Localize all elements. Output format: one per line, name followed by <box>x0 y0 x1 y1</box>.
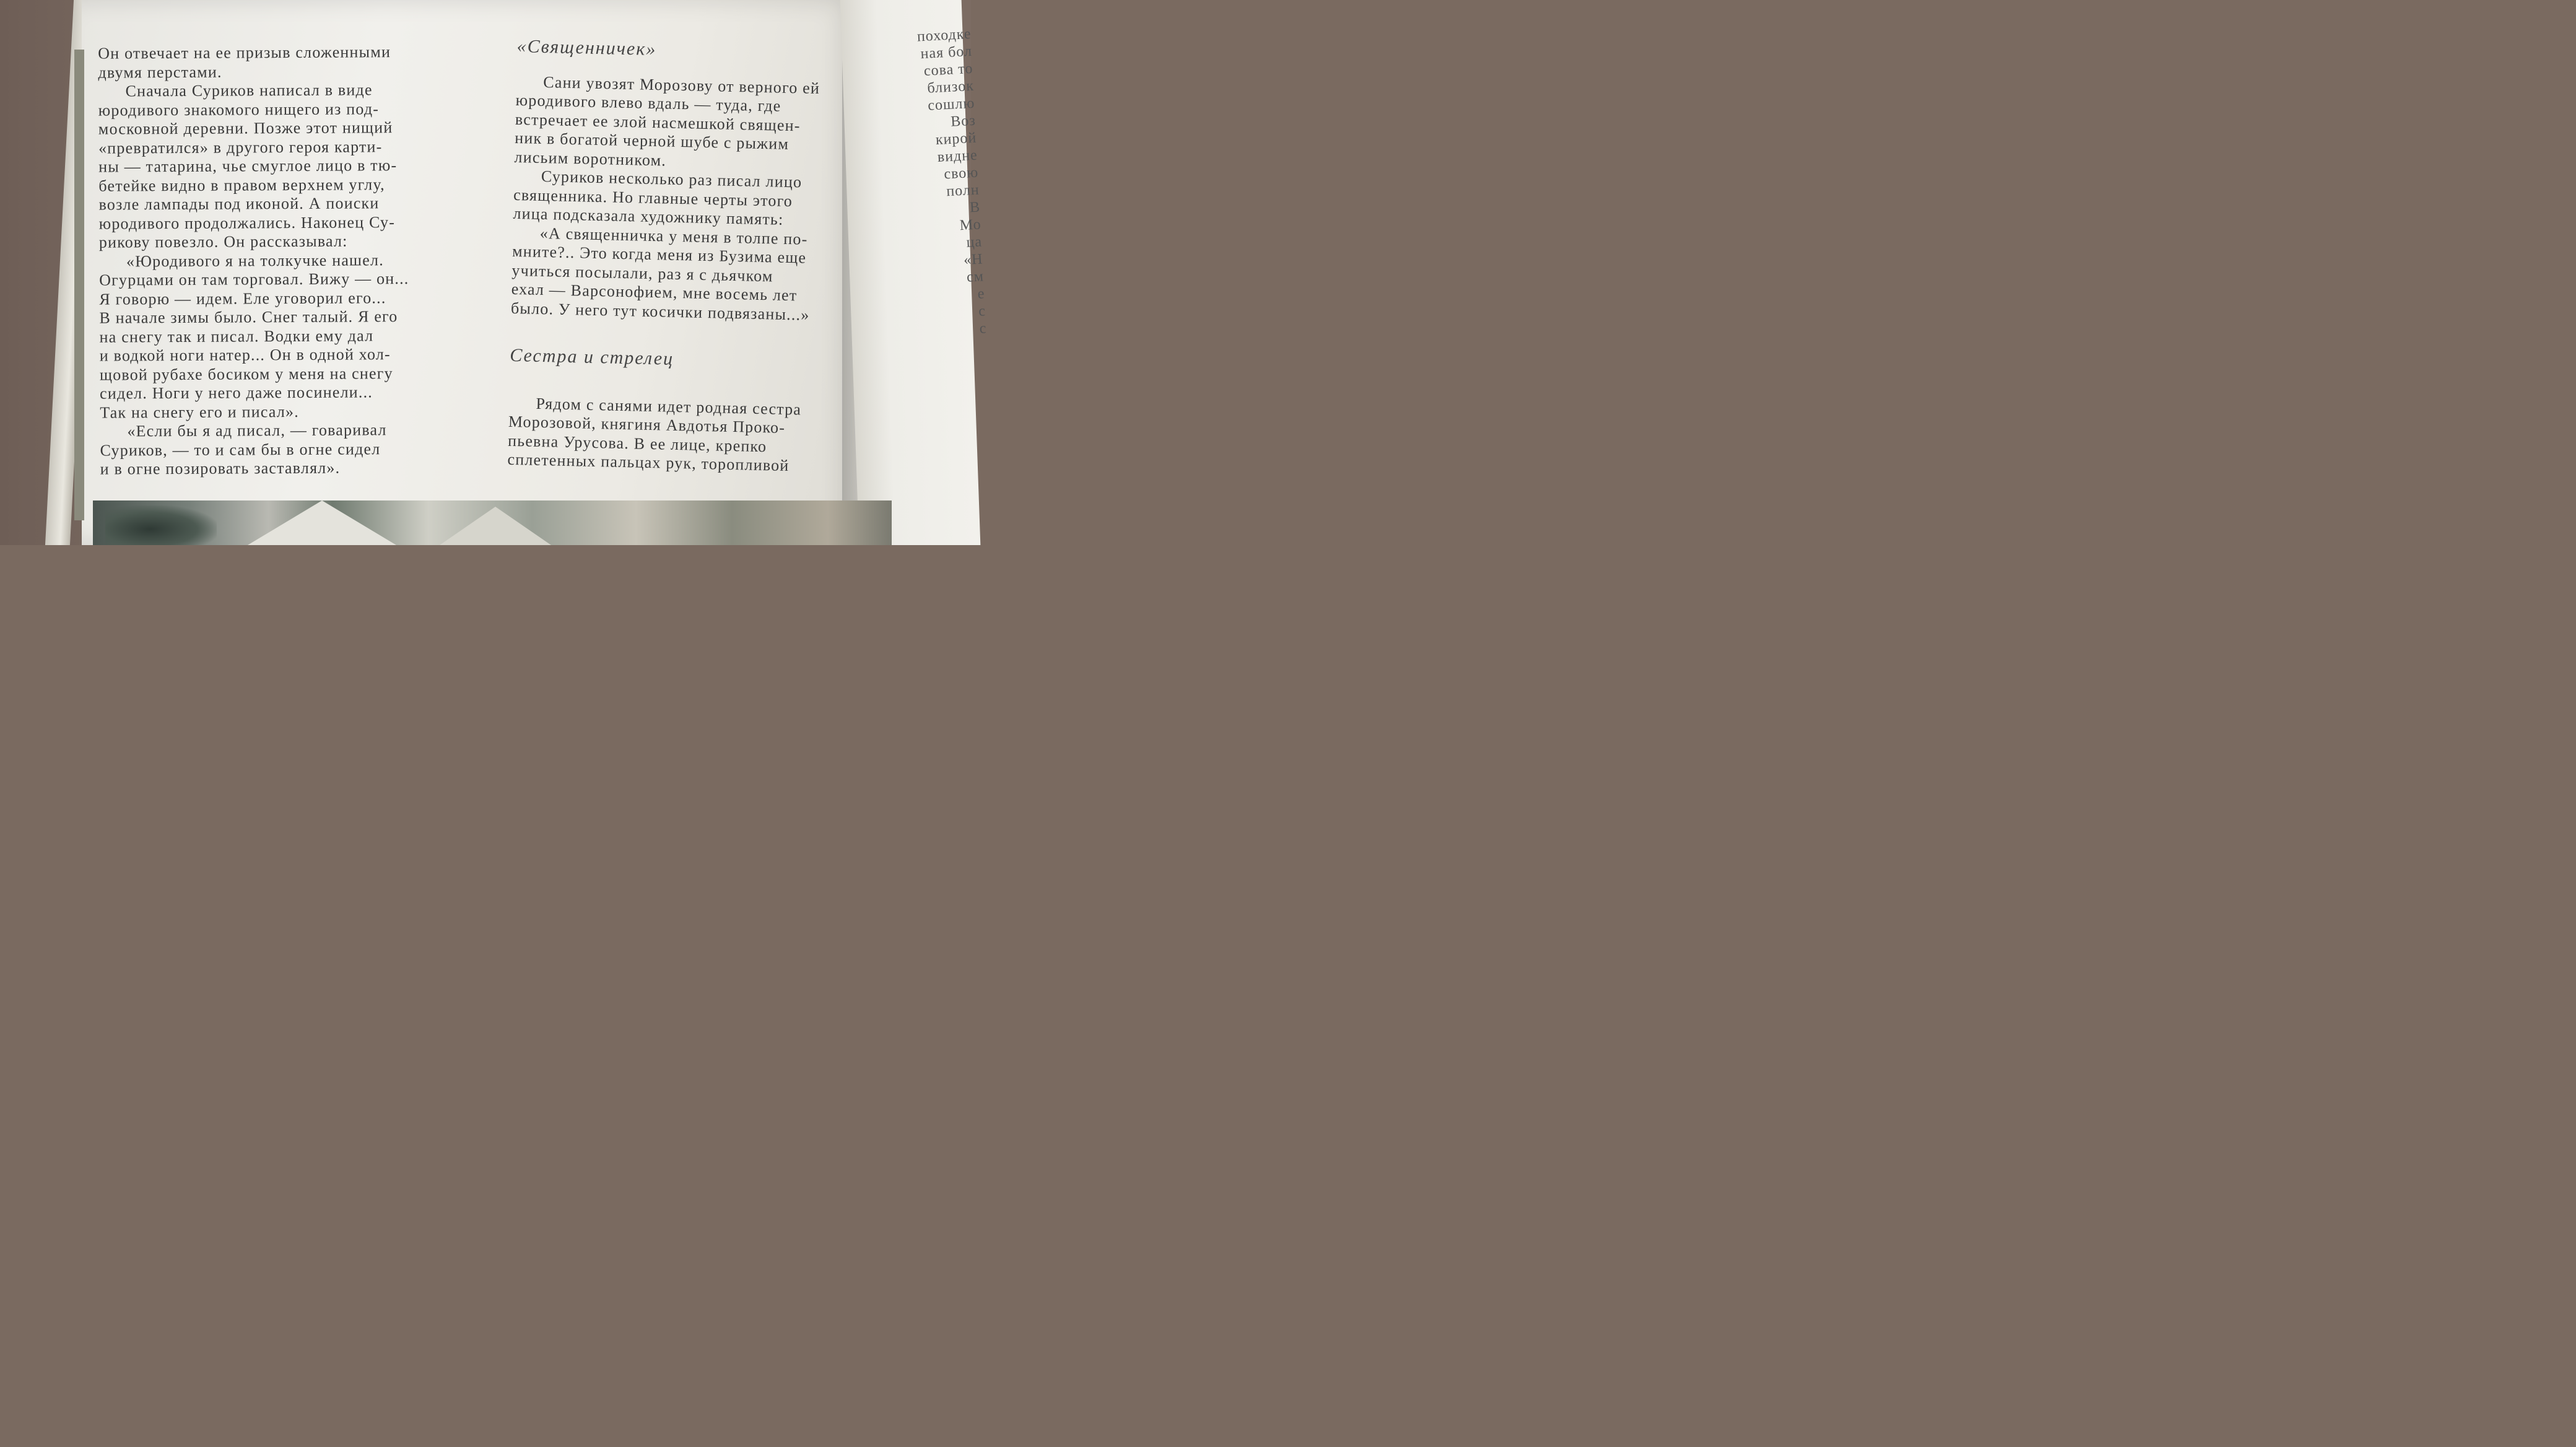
text-line: ны — татарина, чье смуглое лицо в тю- <box>98 156 398 176</box>
text-line: сплетенных пальцах рук, торопливой <box>507 450 790 475</box>
text-fragment: ца <box>965 234 983 251</box>
text-fragment: Мо <box>959 216 982 234</box>
text-line: лица подсказала художнику память: <box>513 204 784 229</box>
text-fragment: Воз <box>950 112 977 130</box>
text-fragment: полн <box>946 181 980 200</box>
text-fragment: с <box>979 320 988 337</box>
text-line: «А священничка у меня в толпе по- <box>539 224 808 248</box>
text-line: пьевна Урусова. В ее лице, крепко <box>507 431 767 455</box>
text-line: и в огне позировать заставлял». <box>100 458 341 478</box>
text-line: двумя перстами. <box>98 63 222 82</box>
painting-roof <box>248 501 396 545</box>
text-line: Суриков несколько раз писал лицо <box>541 167 803 191</box>
text-fragment: ная бол <box>920 43 973 63</box>
text-line: «Если бы я ад писал, — говаривал <box>127 421 387 440</box>
text-line: Сначала Суриков написал в виде <box>125 81 373 100</box>
text-line: Морозовой, княгиня Авдотья Проко- <box>508 412 786 437</box>
text-line: сидел. Ноги у него даже посинели... <box>100 383 373 403</box>
book-binding-strip <box>74 50 84 520</box>
text-line: Огурцами он там торговал. Вижу — он... <box>99 269 409 289</box>
text-fragment: свою <box>943 164 979 183</box>
text-line: юродивого продолжались. Наконец Су- <box>98 212 396 233</box>
text-fragment: походке <box>916 25 972 45</box>
text-line: «Юродивого я на толкучке нашел. <box>126 250 384 270</box>
next-page-text <box>887 25 990 342</box>
text-line: бетейке видно в правом верхнем углу, <box>98 175 385 195</box>
text-fragment: сова то <box>923 60 974 79</box>
text-fragment: В <box>969 199 981 216</box>
text-fragment: близок <box>926 77 975 97</box>
painting-roof <box>440 507 551 545</box>
text-line: Суриков, — то и сам бы в огне сидел <box>100 439 381 460</box>
text-fragment: кирой <box>935 129 977 149</box>
text-line: и водкой ноги натер... Он в одной хол- <box>99 345 391 365</box>
text-line: Он отвечает на ее призыв сложенными <box>98 43 391 63</box>
text-line: ник в богатой черной шубе с рыжим <box>514 128 790 154</box>
text-line: возле лампады под иконой. А поиски <box>98 194 380 214</box>
right-text-column <box>507 37 889 478</box>
text-line: щовой рубахе босиком у меня на снегу <box>99 364 393 384</box>
text-fragment: «Н <box>963 251 984 268</box>
text-line: священника. Но главные черты этого <box>513 185 793 210</box>
text-fragment: сошлю <box>927 95 975 114</box>
text-line: мните?.. Это когда меня из Бузима еще <box>511 242 807 267</box>
text-line: Рядом с санями идет родная сестра <box>536 394 802 419</box>
left-text-column <box>98 42 497 479</box>
text-line: учиться посылали, раз я с дьячком <box>511 261 773 285</box>
text-line: встречает ее злой насмешкой священ- <box>515 110 801 134</box>
text-fragment: см <box>966 268 985 286</box>
text-line: на снегу так и писал. Водки ему дал <box>99 326 374 346</box>
text-fragment: е <box>977 286 986 302</box>
text-line: Я говорю — идем. Еле уговорил его... <box>99 288 386 308</box>
text-line: Так на снегу его и писал». <box>100 402 299 422</box>
painting-tree <box>105 505 217 545</box>
text-line: юродивого влево вдаль — туда, где <box>515 90 781 115</box>
text-fragment: с <box>978 303 986 320</box>
text-line: ехал — Варсонофием, мне восемь лет <box>511 279 798 305</box>
photo-scene <box>0 0 988 545</box>
text-line: Сани увозят Морозову от верного ей <box>543 72 820 97</box>
text-fragment: видне <box>937 147 978 165</box>
text-line: В начале зимы было. Снег талый. Я его <box>99 307 398 327</box>
section-heading: Сестра и стрелец <box>509 344 674 369</box>
text-line: рикову повезло. Он рассказывал: <box>98 232 348 251</box>
text-line: лисьим воротником. <box>514 147 667 170</box>
section-heading: «Священничек» <box>516 36 657 60</box>
painting-reproduction <box>93 501 892 545</box>
text-line: юродивого знакомого нищего из под- <box>98 99 380 120</box>
text-line: «превратился» в другого героя карти- <box>98 137 383 157</box>
text-line: было. У него тут косички подвязаны...» <box>510 299 810 324</box>
text-line: московной деревни. Позже этот нищий <box>98 118 393 138</box>
